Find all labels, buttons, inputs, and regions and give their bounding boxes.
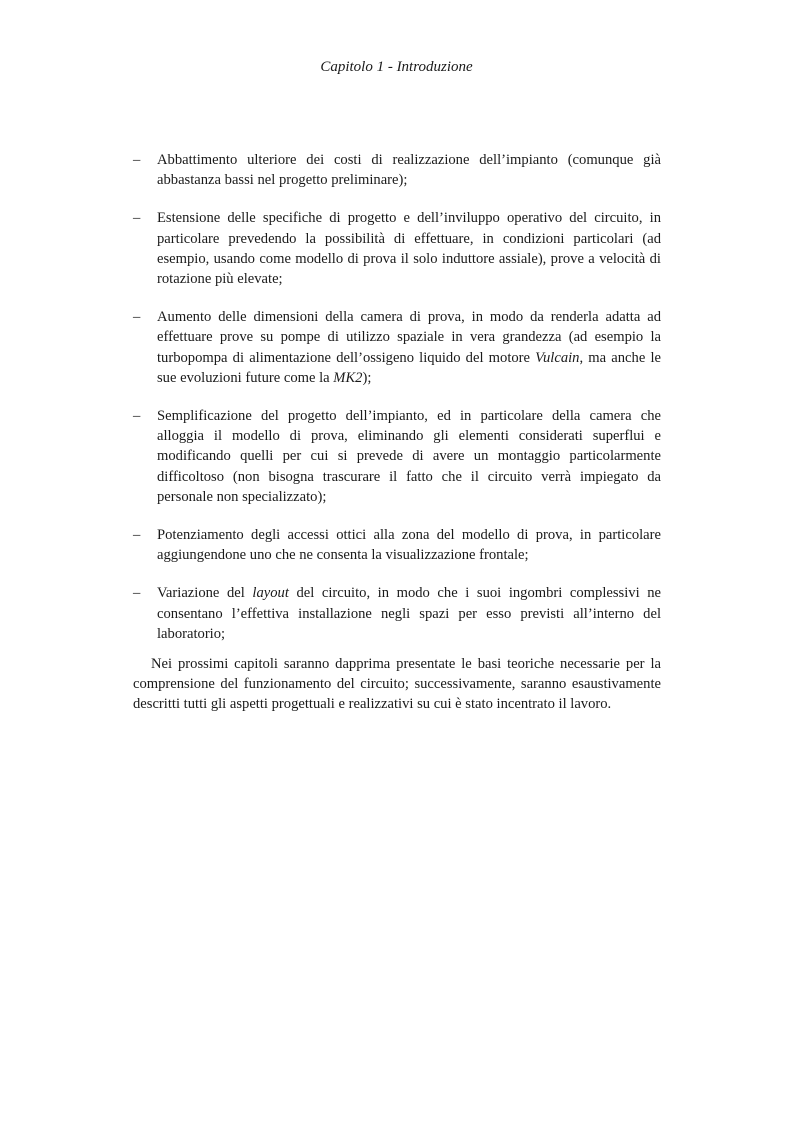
page-body xyxy=(133,150,661,715)
list-item-text: Semplificazione del progetto dell’impianto, ed in particolare della camera che alloggia il modello di prova, eliminando gli elementi considerati superflui e modificando quelli per cui si prevede di avere un montaggio particolarmente difficoltoso (non bisogna trascurare il fatto che il circuito verrà impiegato da personale non specializzato); xyxy=(157,408,661,505)
emphasis-layout: layout xyxy=(252,585,289,602)
list-item xyxy=(133,583,661,644)
dash-bullet: – xyxy=(133,210,141,227)
emphasis-mk2: MK2 xyxy=(333,369,363,386)
dash-bullet: – xyxy=(133,527,141,544)
list-item-text: Potenziamento degli accessi ottici alla zona del modello di prova, in particolare aggiungendone uno che ne consenta la visualizzazione frontale; xyxy=(157,527,661,564)
emphasis-vulcain: Vulcain xyxy=(535,349,580,366)
closing-paragraph: Nei prossimi capitoli saranno dapprima presentate le basi teoriche necessarie per la comprensione del funzionamento del circuito; successivamente, saranno esaustivamente descritti tutti gli aspetti progettuali e realizzativi su cui è stato incentrato il lavoro. xyxy=(133,656,661,713)
list-item-text: Variazione del xyxy=(157,585,253,602)
list-item-text: Aumento delle dimensioni della camera di prova, in modo da renderla adatta ad effettuare prove su pompe di utilizzo spaziale in vera grandezza (ad esempio la turbopompa di alimentazione dell’ossigeno liquido del motore xyxy=(157,309,661,366)
list-item-text: Abbattimento ulteriore dei costi di realizzazione dell’impianto (comunque già abbastanza bassi nel progetto preliminare); xyxy=(157,152,661,189)
list-item xyxy=(133,525,661,565)
list-item xyxy=(133,208,661,289)
list-item-text: Estensione delle specifiche di progetto e dell’inviluppo operativo del circuito, in particolare prevedendo la possibilità di effettuare, in condizioni particolari (ad esempio, usando come modello di prova il solo induttore assiale), prove a velocità di rotazione più elevate; xyxy=(157,210,661,288)
list-item-text: ); xyxy=(362,369,372,386)
objectives-list xyxy=(133,150,661,644)
dash-bullet: – xyxy=(133,585,141,602)
dash-bullet: – xyxy=(133,152,141,168)
running-header: Capitolo 1 - Introduzione xyxy=(320,59,473,75)
list-item xyxy=(133,406,661,507)
dash-bullet: – xyxy=(133,309,141,326)
list-item-text: , ma anche le sue evoluzioni future come la xyxy=(157,349,661,386)
list-item-text: del circuito, in modo che i suoi ingombri complessivi ne consentano l’effettiva installazione negli spazi per esso previsti all’interno del laboratorio; xyxy=(157,585,661,642)
list-item xyxy=(133,150,661,190)
dash-bullet: – xyxy=(133,408,141,425)
list-item xyxy=(133,307,661,388)
